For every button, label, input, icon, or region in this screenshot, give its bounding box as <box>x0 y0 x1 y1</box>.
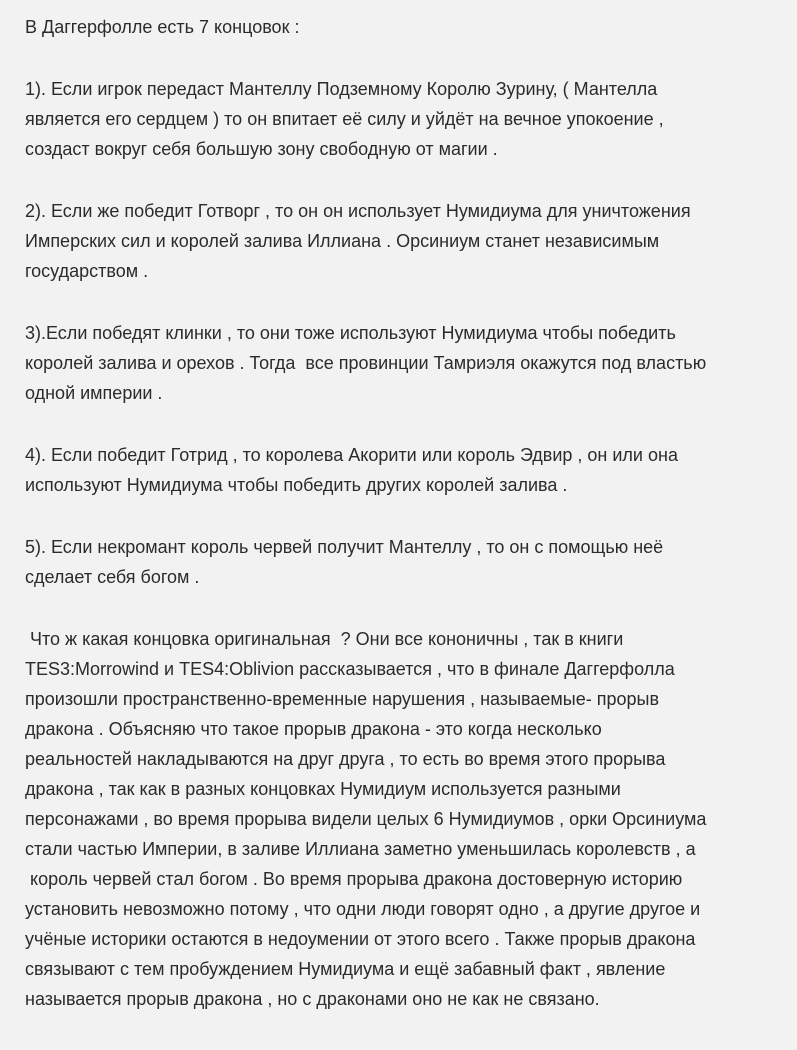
text-line: учёные историки остаются в недоумении от этого всего . Также прорыв дракона <box>25 929 696 949</box>
text-line: король червей стал богом . Во время прорыва дракона достоверную историю <box>25 869 683 889</box>
text-line: 2). Если же победит Готворг , то он он использует Нумидиума для уничтожения <box>25 201 691 221</box>
text-line: Имперских сил и королей залива Иллиана . Орсиниум станет независимым <box>25 231 660 251</box>
text-line: персонажами , во время прорыва видели целых 6 Нумидиумов , орки Орсиниума <box>25 809 707 829</box>
text-line: создаст вокруг себя большую зону свободную от магии . <box>25 139 498 159</box>
ending-5-paragraph <box>25 532 750 592</box>
text-line: связывают с тем пробуждением Нумидиума и ещё забавный факт , явление <box>25 959 666 979</box>
ending-4-paragraph <box>25 440 750 500</box>
text-line: государством . <box>25 261 149 281</box>
conclusion-paragraph <box>25 624 750 1014</box>
text-line: 5). Если некромант король червей получит Мантеллу , то он с помощью неё <box>25 537 664 557</box>
text-line: дракона . Объясняю что такое прорыв дракона - это когда несколько <box>25 719 602 739</box>
text-line: 3).Если победят клинки , то они тоже используют Нумидиума чтобы победить <box>25 323 676 343</box>
ending-1-paragraph <box>25 74 750 164</box>
text-line: сделает себя богом . <box>25 567 200 587</box>
text-line: В Даггерфолле есть 7 концовок : <box>25 17 300 37</box>
text-line: используют Нумидиума чтобы победить других королей залива . <box>25 475 568 495</box>
text-line: одной империи . <box>25 383 163 403</box>
ending-3-paragraph <box>25 318 750 408</box>
text-line: TES3:Morrowind и TES4:Oblivion рассказывается , что в финале Даггерфолла <box>25 659 675 679</box>
text-line: установить невозможно потому , что одни люди говорят одно , а другие другое и <box>25 899 701 919</box>
text-line: дракона , так как в разных концовках Нумидиум используется разными <box>25 779 621 799</box>
text-line: произошли пространственно-временные нарушения , называемые- прорыв <box>25 689 660 709</box>
text-line: Что ж какая концовка оригинальная ? Они все кононичны , так в книги <box>25 629 624 649</box>
text-line: реальностей накладываются на друг друга , то есть во время этого прорыва <box>25 749 666 769</box>
text-line: стали частью Империи, в заливе Иллиана заметно уменьшилась королевств , а <box>25 839 696 859</box>
text-line: 1). Если игрок передаст Мантеллу Подземному Королю Зурину, ( Мантелла <box>25 79 658 99</box>
text-line: королей залива и орехов . Тогда все провинции Тамриэля окажутся под властью <box>25 353 707 373</box>
text-line: 4). Если победит Готрид , то королева Акорити или король Эдвир , он или она <box>25 445 678 465</box>
text-line: называется прорыв дракона , но с драконами оно не как не связано. <box>25 989 600 1009</box>
text-line: является его сердцем ) то он впитает её силу и уйдёт на вечное упокоение , <box>25 109 664 129</box>
intro-paragraph <box>25 12 750 42</box>
ending-2-paragraph <box>25 196 750 286</box>
